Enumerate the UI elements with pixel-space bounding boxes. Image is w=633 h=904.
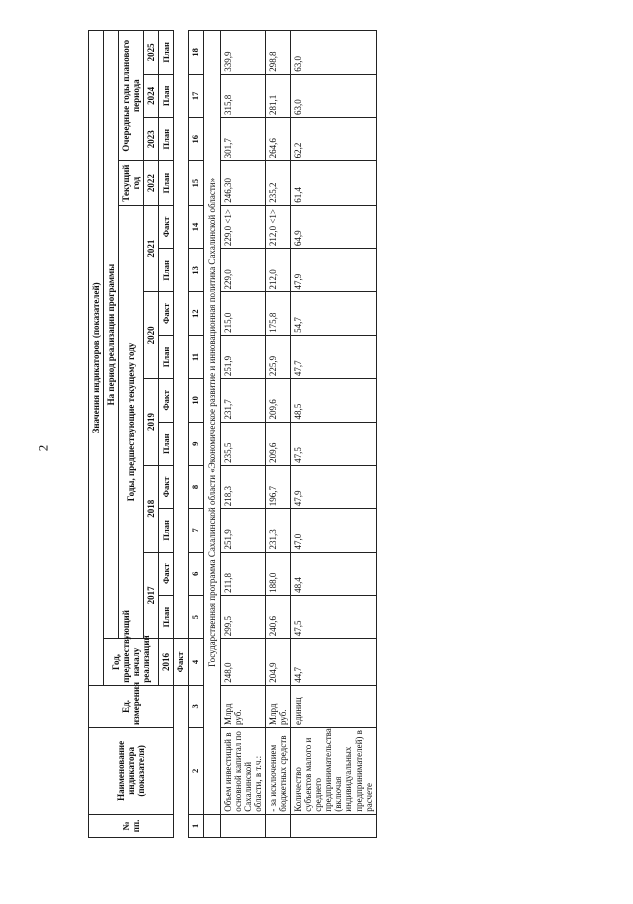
cell: 225,9 <box>265 335 290 378</box>
plan-2020: План <box>159 335 174 378</box>
col-num: 4 <box>188 639 203 686</box>
cell: 299,5 <box>220 595 265 638</box>
col-num: 11 <box>188 335 203 378</box>
year-2020: 2020 <box>144 292 159 379</box>
col-num: 15 <box>188 161 203 205</box>
header-values-group: Значения индикаторов (показателей) <box>89 31 104 686</box>
year-2023: 2023 <box>144 118 159 161</box>
cell: 47,9 <box>291 249 377 292</box>
header-unit: Ед. измерения <box>89 685 174 727</box>
fact-2020: Факт <box>159 292 174 335</box>
col-num: 5 <box>188 595 203 638</box>
col-num: 1 <box>188 814 203 837</box>
fact-2021: Факт <box>159 205 174 248</box>
plan-2024: План <box>159 74 174 117</box>
cell: 218,3 <box>220 465 265 508</box>
plan-2021: План <box>159 249 174 292</box>
year-2021: 2021 <box>144 205 159 292</box>
cell: 54,7 <box>291 292 377 335</box>
cell: 209,6 <box>265 422 290 465</box>
cell: 281,1 <box>265 74 290 117</box>
cell: 215,0 <box>220 292 265 335</box>
col-num: 7 <box>188 509 203 552</box>
table-row <box>291 31 377 838</box>
cell: 47,5 <box>291 422 377 465</box>
cell: 47,5 <box>291 595 377 638</box>
cell: 235,2 <box>265 161 290 205</box>
cell: 209,6 <box>265 379 290 422</box>
col-num: 10 <box>188 379 203 422</box>
header-year-before: Год, предшествующий началу реализации <box>104 639 159 686</box>
header-years-before-current: Годы, предшествующие текущему году <box>119 205 144 638</box>
cell: 63,0 <box>291 74 377 117</box>
cell: 63,0 <box>291 31 377 75</box>
cell: 229,0 <1> <box>220 205 265 248</box>
cell: 339,9 <box>220 31 265 75</box>
cell: 231,3 <box>265 509 290 552</box>
year-2019: 2019 <box>144 379 159 466</box>
cell: 212,0 <1> <box>265 205 290 248</box>
col-num: 17 <box>188 74 203 117</box>
col-num: 14 <box>188 205 203 248</box>
table-row <box>265 31 290 838</box>
col-num: 3 <box>188 685 203 727</box>
plan-2025: План <box>159 31 174 75</box>
cell: 175,8 <box>265 292 290 335</box>
col-num: 2 <box>188 728 203 815</box>
section-title: Государственная программа Сахалинской области «Экономическое развитие и инновационная политика Сахалинской области» <box>203 31 220 815</box>
rotated-table-sheet <box>88 30 608 838</box>
cell: 240,6 <box>265 595 290 638</box>
cell: 48,4 <box>291 552 377 595</box>
year-2022: 2022 <box>144 161 159 205</box>
plan-2019: План <box>159 422 174 465</box>
table-row <box>220 31 265 838</box>
cell: 44,7 <box>291 639 377 686</box>
cell: 48,5 <box>291 379 377 422</box>
column-numbers-row <box>188 31 203 838</box>
year-2018: 2018 <box>144 465 159 552</box>
cell: 248,0 <box>220 639 265 686</box>
cell: 64,9 <box>291 205 377 248</box>
cell: 62,2 <box>291 118 377 161</box>
cell: 315,8 <box>220 74 265 117</box>
col-num: 12 <box>188 292 203 335</box>
cell: 204,9 <box>265 639 290 686</box>
header-planning-years: Очередные годы планового периода <box>119 31 144 161</box>
row-unit: Млрд руб. <box>220 685 265 727</box>
cell: 246,30 <box>220 161 265 205</box>
cell: 251,9 <box>220 335 265 378</box>
cell: 47,0 <box>291 509 377 552</box>
col-num: 8 <box>188 465 203 508</box>
col-num: 13 <box>188 249 203 292</box>
year-2024: 2024 <box>144 74 159 117</box>
row-name: Количество субъектов малого и среднего предпринимательства (включая индивидуальных предпринимателей) в расчете <box>291 728 377 815</box>
row-name: - за исключением бюджетных средств <box>265 728 290 815</box>
year-2025: 2025 <box>144 31 159 75</box>
fact-2017: Факт <box>159 552 174 595</box>
cell: 298,8 <box>265 31 290 75</box>
plan-2017: План <box>159 595 174 638</box>
plan-2023: План <box>159 118 174 161</box>
plan-2022: План <box>159 161 174 205</box>
fact-2018: Факт <box>159 465 174 508</box>
header-current-year: Текущий год <box>119 161 144 205</box>
header-num: № пп. <box>89 814 174 837</box>
cell: 211,8 <box>220 552 265 595</box>
cell: 231,7 <box>220 379 265 422</box>
year-2017: 2017 <box>144 552 159 639</box>
cell: 47,9 <box>291 465 377 508</box>
cell: 235,5 <box>220 422 265 465</box>
year-2016: 2016 <box>159 639 174 686</box>
cell: 251,9 <box>220 509 265 552</box>
col-num: 6 <box>188 552 203 595</box>
cell: 212,0 <box>265 249 290 292</box>
row-name: Объем инвестиций в основной капитал по Сахалинской области, в т.ч.: <box>220 728 265 815</box>
header-program-period: На период реализации программы <box>104 31 119 639</box>
col-num: 18 <box>188 31 203 75</box>
cell: 188,0 <box>265 552 290 595</box>
fact-2019: Факт <box>159 379 174 422</box>
cell: 196,7 <box>265 465 290 508</box>
cell: 47,7 <box>291 335 377 378</box>
col-num: 9 <box>188 422 203 465</box>
plan-2018: План <box>159 509 174 552</box>
cell: 264,6 <box>265 118 290 161</box>
cell: 229,0 <box>220 249 265 292</box>
cell: 301,7 <box>220 118 265 161</box>
fact-2016: Факт <box>174 639 189 686</box>
indicators-table <box>88 30 377 838</box>
page-number: 2 <box>35 444 51 452</box>
row-unit: единиц <box>291 685 377 727</box>
cell: 61,4 <box>291 161 377 205</box>
row-unit: Млрд руб. <box>265 685 290 727</box>
header-name: Наименование индикатора (показателя) <box>89 728 174 815</box>
col-num: 16 <box>188 118 203 161</box>
